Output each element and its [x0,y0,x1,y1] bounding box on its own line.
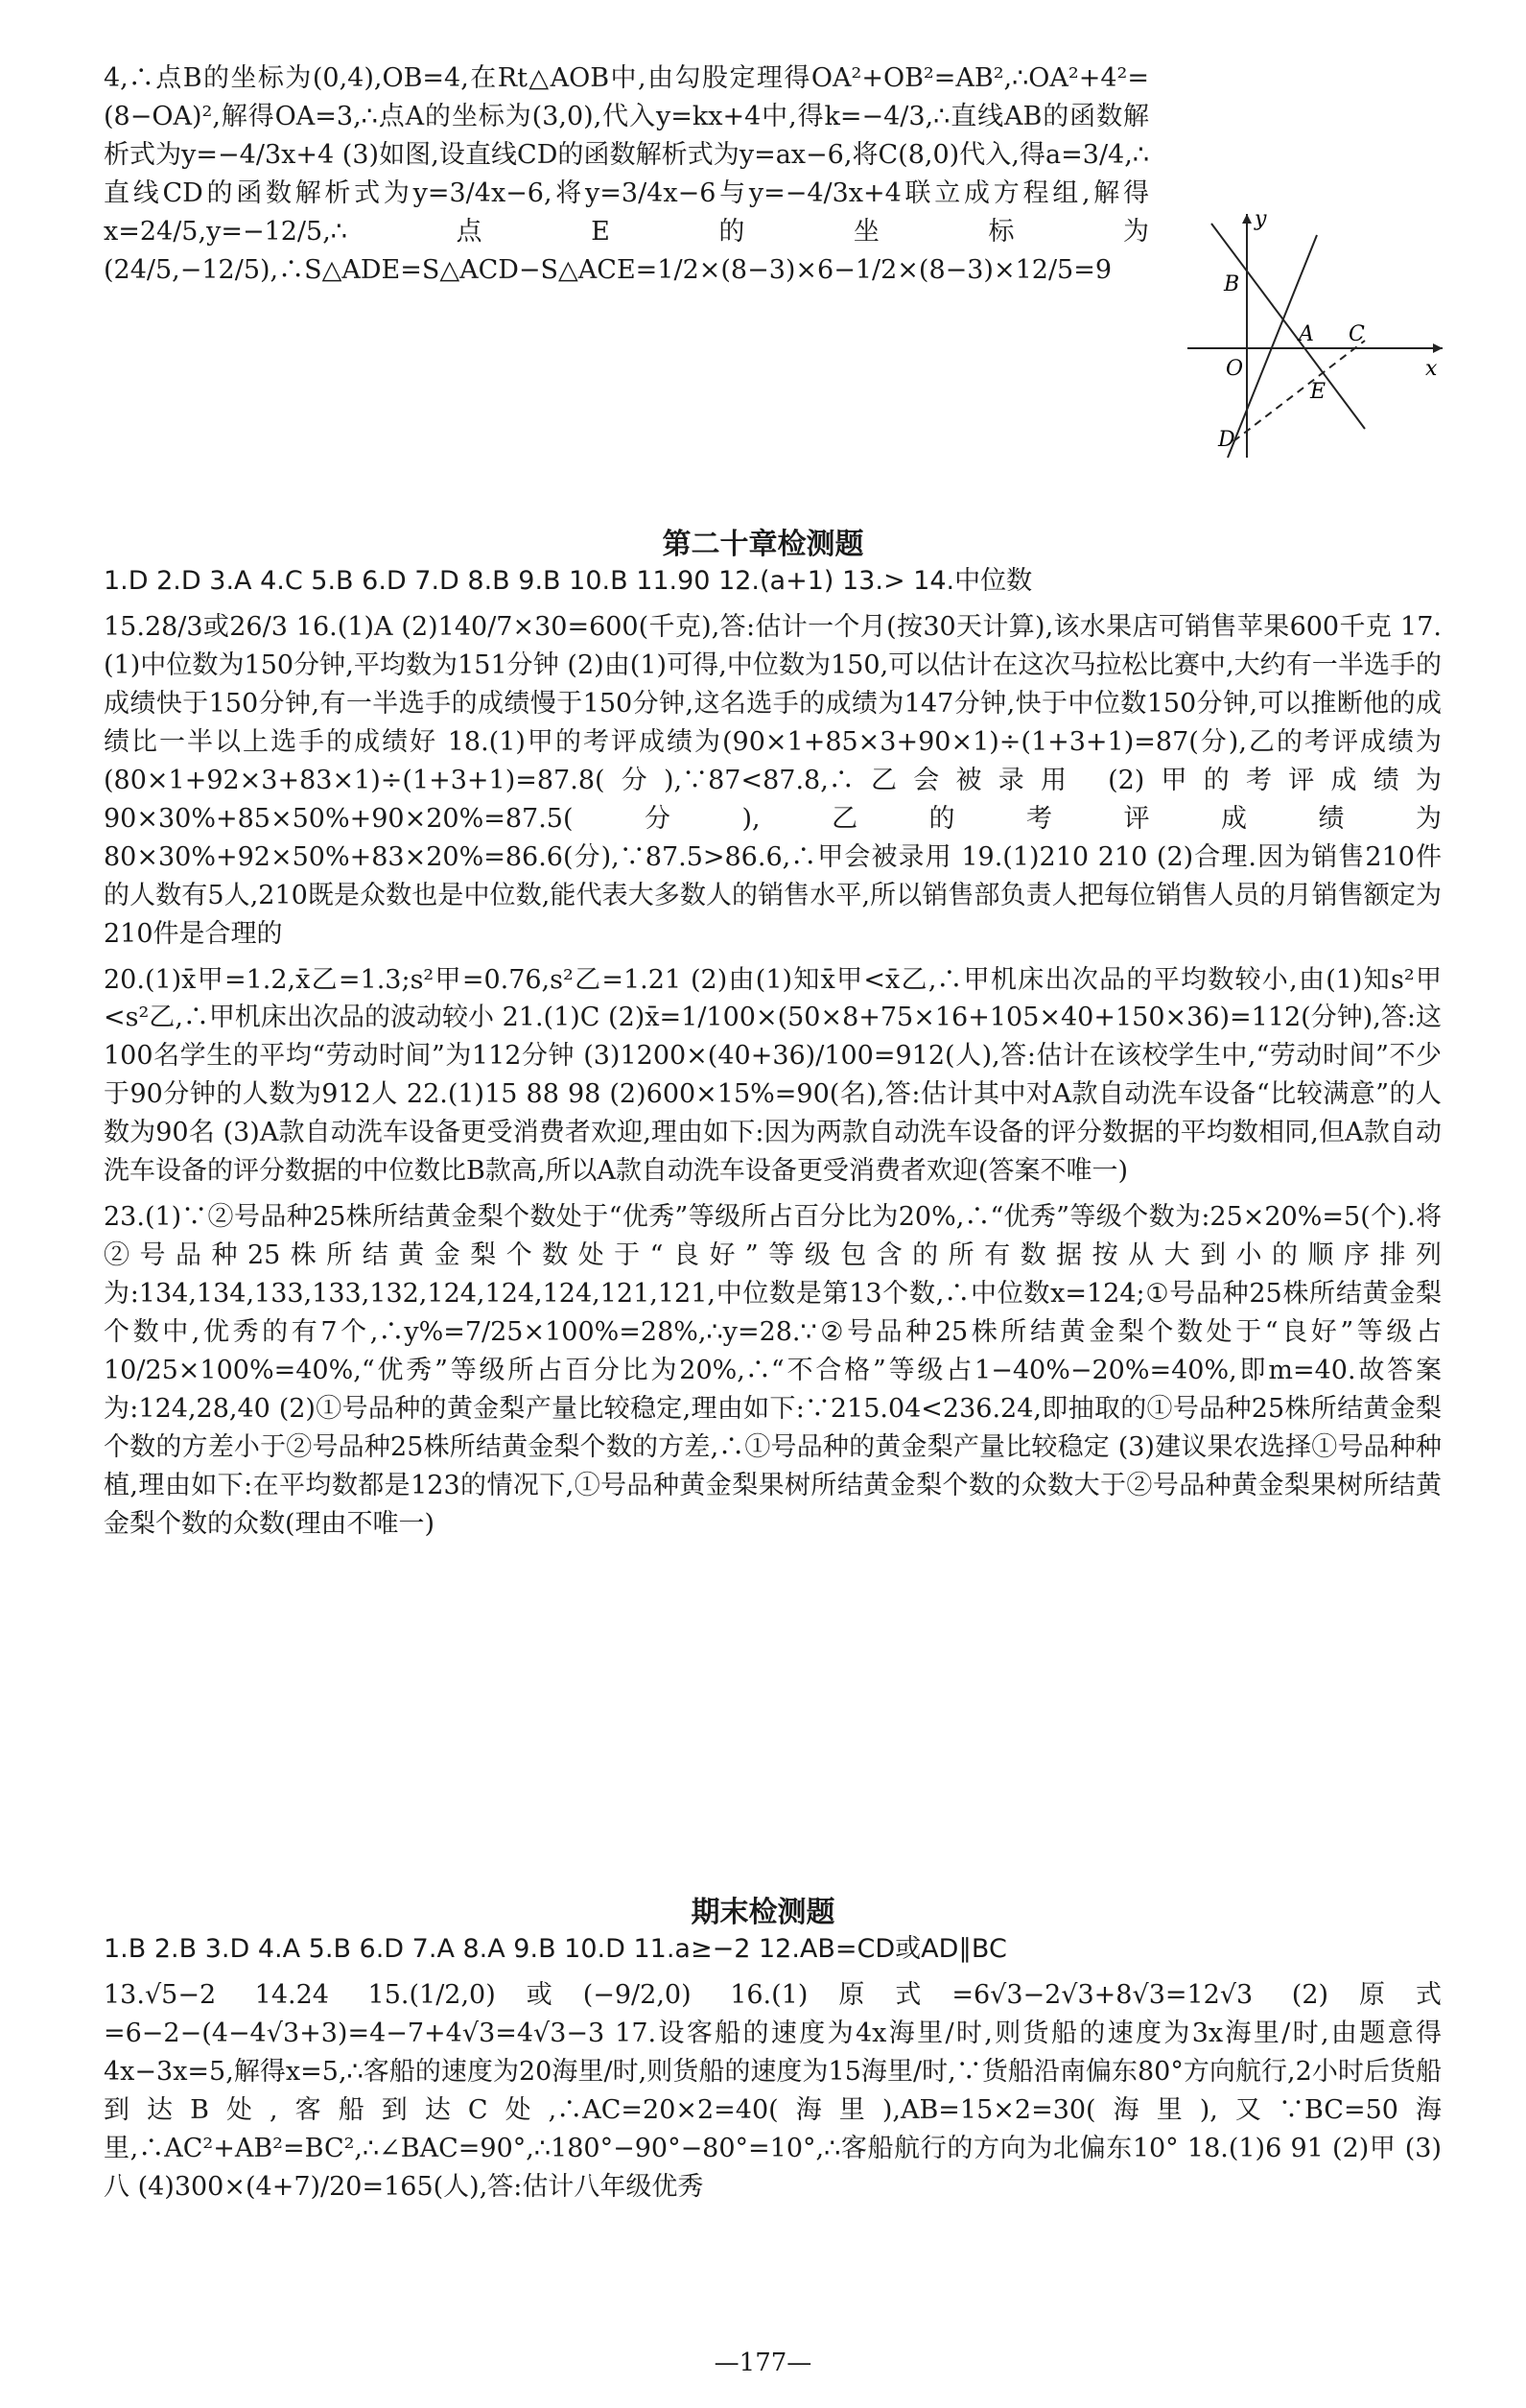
paragraph: 20.(1)x̄甲=1.2,x̄乙=1.3;s²甲=0.76,s²乙=1.21 (2)由(1)知x̄甲<x̄乙,∴甲机床出次品的平均数较小,由(1)知s²甲<s²乙,∴甲机床出次品的波动较小 21.(1)C (2)x̄=1/100×(50×8+75×16+105×40+150×36)=112(分钟),答:这100名学生的平均“劳动时间”为112分钟 (3)1200×(40+36)/100=912(人),答:估计在该校学生中,“劳动时间”不少于90分钟的人数为912人 22.(1)15 88 98 (2)600×15%=90(名),答:估计其中对A款自动洗车设备“比较满意”的人数为90名 (3)A款自动洗车设备更受消费者欢迎,理由如下:因为两款自动洗车设备的评分数据的平均数相同,但A款自动洗车设备的评分数据的中位数比B款高,所以A款自动洗车设备更受消费者欢迎(答案不唯一) [104,964,1442,1187]
final-exam-title: 期末检测题 [691,1896,835,1929]
paragraph: 4,∴点B的坐标为(0,4),OB=4,在Rt△AOB中,由勾股定理得OA²+OB²=AB²,∴OA²+4²=(8−OA)²,解得OA=3,∴点A的坐标为(3,0),代入y=kx+4中,得k=−4/3,∴直线AB的函数解析式为y=−4/3x+4 (3)如图,设直线CD的函数解析式为y=ax−6,将C(8,0)代入,得a=3/4,∴直线CD的函数解析式为y=3/4x−6,将y=3/4x−6与y=−4/3x+4联立成方程组,解得x=24/5,y=−12/5,∴点E的坐标为(24/5,−12/5),∴S△ADE=S△ACD−S△ACE=1/2×(8−3)×6−1/2×(8−3)×12/5=9 [104,63,1149,285]
y-axis-arrow [1242,214,1252,224]
graph-svg [1178,206,1446,465]
coordinate-graph [1178,206,1446,465]
label-o: O [1226,357,1244,381]
paragraph: 15.28/3或26/3 16.(1)A (2)140/7×30=600(千克),答:估计一个月(按30天计算),该水果店可销售苹果600千克 17.(1)中位数为150分钟,平均数为151分钟 (2)由(1)可得,中位数为150,可以估计在这次马拉松比赛中,大约有一半选手的成绩快于150分钟,有一半选手的成绩慢于150分钟,这名选手的成绩为147分钟,快于中位数150分钟,可以推断他的成绩比一半以上选手的成绩好 18.(1)甲的考评成绩为(90×1+85×3+90×1)÷(1+3+1)=87(分),乙的考评成绩为(80×1+92×3+83×1)÷(1+3+1)=87.8(分),∵87<87.8,∴乙会被录用 (2)甲的考评成绩为90×30%+85×50%+90×20%=87.5(分),乙的考评成绩为80×30%+92×50%+83×20%=86.6(分),∵87.5>86.6,∴甲会被录用 19.(1)210 210 (2)合理.因为销售210件的人数有5人,210既是众数也是中位数,能代表大多数人的销售水平,所以销售部负责人把每位销售人员的月销售额定为210件是合理的 [104,611,1442,949]
final-answers [104,1930,1442,2214]
label-x: x [1425,357,1438,381]
label-b: B [1224,272,1240,296]
label-y: y [1255,207,1267,231]
label-c: C [1349,322,1365,346]
chapter20-answers [104,562,1442,1551]
paragraph: 13.√5−2 14.24 15.(1/2,0)或(−9/2,0) 16.(1)原式=6√3−2√3+8√3=12√3 (2)原式=6−2−(4−4√3+3)=4−7+4√3=4√3−3 17.设客船的速度为4x海里/时,则货船的速度为3x海里/时,由题意得4x−3x=5,解得x=5,∴客船的速度为20海里/时,则货船的速度为15海里/时,∵货船沿南偏东80°方向航行,2小时后货船到达B处,客船到达C处,∴AC=20×2=40(海里),AB=15×2=30(海里),又∵BC=50海里,∴AC²+AB²=BC²,∴∠BAC=90°,∴180°−90°−80°=10°,∴客船航行的方向为北偏东10° 18.(1)6 91 (2)甲 (3)八 (4)300×(4+7)/20=165(人),答:估计八年级优秀 [104,1979,1442,2202]
line-cd [1233,341,1365,441]
label-d: D [1218,428,1235,452]
paragraph: 1.B 2.B 3.D 4.A 5.B 6.D 7.A 8.A 9.B 10.D 11.a≥−2 12.AB=CD或AD∥BC [104,1934,1007,1964]
label-e: E [1310,380,1326,404]
paragraph: 1.D 2.D 3.A 4.C 5.B 6.D 7.D 8.B 9.B 10.B 11.90 12.(a+1) 13.> 14.中位数 [104,566,1033,596]
x-axis-arrow [1433,343,1443,353]
line-ab [1211,224,1365,429]
chapter20-title: 第二十章检测题 [662,528,864,561]
page-number: —177— [714,2349,812,2377]
continued-solution [104,59,1149,297]
label-a: A [1299,322,1314,346]
paragraph: 23.(1)∵②号品种25株所结黄金梨个数处于“优秀”等级所占百分比为20%,∴“优秀”等级个数为:25×20%=5(个).将②号品种25株所结黄金梨个数处于“良好”等级包含的所有数据按从大到小的顺序排列为:134,134,133,133,132,124,124,124,121,121,中位数是第13个数,∴中位数x=124;①号品种25株所结黄金梨个数中,优秀的有7个,∴y%=7/25×100%=28%,∴y=28.∵②号品种25株所结黄金梨个数处于“良好”等级占10/25×100%=40%,“优秀”等级所占百分比为20%,∴“不合格”等级占1−40%−20%=40%,即m=40.故答案为:124,28,40 (2)①号品种的黄金梨产量比较稳定,理由如下:∵215.04<236.24,即抽取的①号品种25株所结黄金梨个数的方差小于②号品种25株所结黄金梨个数的方差,∴①号品种的黄金梨产量比较稳定 (3)建议果农选择①号品种种植,理由如下:在平均数都是123的情况下,①号品种黄金梨果树所结黄金梨个数的众数大于②号品种黄金梨果树所结黄金梨个数的众数(理由不唯一) [104,1202,1442,1539]
